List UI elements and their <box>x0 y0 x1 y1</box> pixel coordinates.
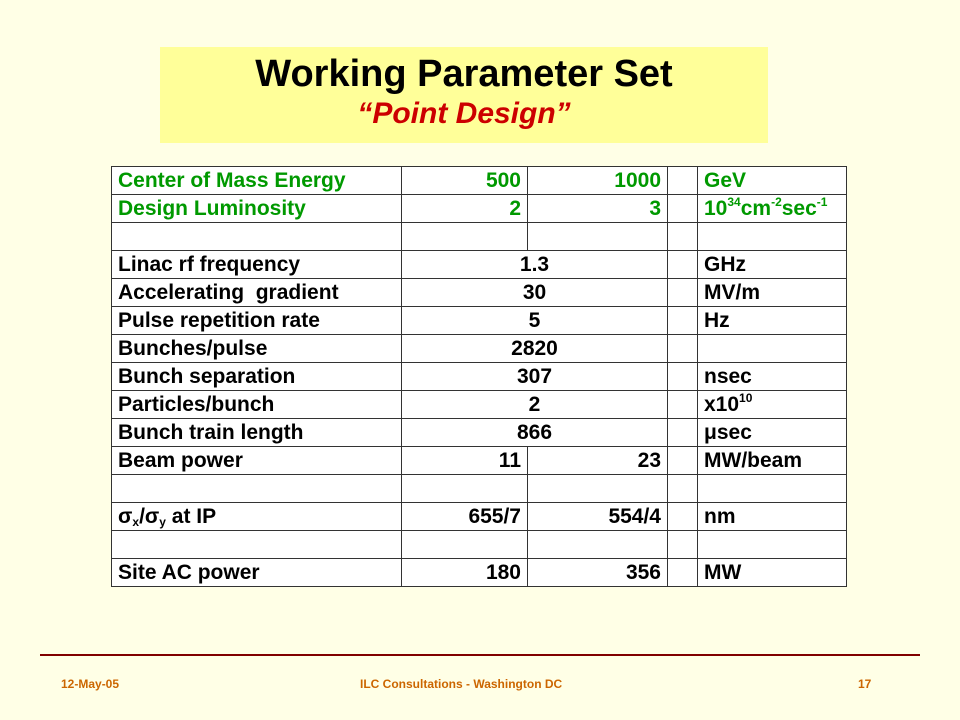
page-number: 17 <box>858 677 872 691</box>
value-common: 866 <box>402 419 668 447</box>
unit-cell <box>698 335 847 363</box>
unit-exponent: -1 <box>816 194 828 209</box>
value-common: 307 <box>402 363 668 391</box>
unit-cell: MW <box>698 559 847 587</box>
param-label: Particles/bunch <box>112 391 402 419</box>
table-row-blank <box>112 223 847 251</box>
empty-cell <box>402 475 528 503</box>
value-common: 1.3 <box>402 251 668 279</box>
unit-part: cm <box>740 196 772 220</box>
slide-title: Working Parameter Set <box>255 53 673 95</box>
value-1000: 554/4 <box>528 503 668 531</box>
footer-event: ILC Consultations - Washington DC <box>360 677 563 691</box>
unit-cell: GHz <box>698 251 847 279</box>
empty-cell <box>668 475 698 503</box>
unit-base: 10 <box>704 196 728 220</box>
param-label: Design Luminosity <box>112 195 402 223</box>
param-label: Accelerating gradient <box>112 279 402 307</box>
unit-cell <box>698 391 847 419</box>
spacer-cell <box>668 167 698 195</box>
spacer-cell <box>668 335 698 363</box>
param-label: Bunch separation <box>112 363 402 391</box>
unit-cell: μsec <box>698 419 847 447</box>
spacer-cell <box>668 307 698 335</box>
value-500: 500 <box>402 167 528 195</box>
unit-cell: Hz <box>698 307 847 335</box>
table-row <box>112 279 847 307</box>
empty-cell <box>698 475 847 503</box>
value-common: 30 <box>402 279 668 307</box>
table-row <box>112 559 847 587</box>
empty-cell <box>402 223 528 251</box>
unit-exponent: 10 <box>739 390 753 405</box>
value-500: 11 <box>402 447 528 475</box>
value-1000: 1000 <box>528 167 668 195</box>
value-500: 2 <box>402 195 528 223</box>
empty-cell <box>668 531 698 559</box>
footer-divider <box>40 654 920 656</box>
value-1000: 3 <box>528 195 668 223</box>
empty-cell <box>528 531 668 559</box>
spacer-cell <box>668 251 698 279</box>
footer-date: 12-May-05 <box>61 677 120 691</box>
table-row <box>112 503 847 531</box>
spacer-cell <box>668 419 698 447</box>
slash: / <box>139 504 145 528</box>
table-row <box>112 447 847 475</box>
unit-cell: GeV <box>698 167 847 195</box>
table-row <box>112 391 847 419</box>
unit-exponent: -2 <box>771 194 782 209</box>
param-label: Pulse repetition rate <box>112 307 402 335</box>
title-box <box>160 47 768 143</box>
table-row <box>112 251 847 279</box>
subscript: x <box>132 514 140 529</box>
table-row <box>112 167 847 195</box>
table-row <box>112 307 847 335</box>
param-label: Linac rf frequency <box>112 251 402 279</box>
table-row <box>112 419 847 447</box>
empty-cell <box>112 531 402 559</box>
value-1000: 23 <box>528 447 668 475</box>
param-label <box>112 503 402 531</box>
param-label: Bunch train length <box>112 419 402 447</box>
param-label: Center of Mass Energy <box>112 167 402 195</box>
unit-cell: MW/beam <box>698 447 847 475</box>
unit-cell: nm <box>698 503 847 531</box>
value-common: 5 <box>402 307 668 335</box>
parameter-table <box>111 166 847 587</box>
spacer-cell <box>668 559 698 587</box>
unit-cell: nsec <box>698 363 847 391</box>
slide-subtitle: “Point Design” <box>357 97 571 130</box>
value-1000: 356 <box>528 559 668 587</box>
empty-cell <box>112 223 402 251</box>
param-label: Bunches/pulse <box>112 335 402 363</box>
param-label: Site AC power <box>112 559 402 587</box>
empty-cell <box>528 223 668 251</box>
sigma-symbol: σ <box>144 504 160 528</box>
empty-cell <box>668 223 698 251</box>
unit-part: sec <box>781 196 817 220</box>
table-row <box>112 363 847 391</box>
value-500: 655/7 <box>402 503 528 531</box>
empty-cell <box>698 531 847 559</box>
spacer-cell <box>668 447 698 475</box>
spacer-cell <box>668 279 698 307</box>
spacer-cell <box>668 503 698 531</box>
unit-exponent: 34 <box>727 194 741 209</box>
unit-cell <box>698 195 847 223</box>
empty-cell <box>402 531 528 559</box>
unit-cell: MV/m <box>698 279 847 307</box>
value-common: 2820 <box>402 335 668 363</box>
spacer-cell <box>668 363 698 391</box>
empty-cell <box>698 223 847 251</box>
spacer-cell <box>668 391 698 419</box>
empty-cell <box>112 475 402 503</box>
unit-base: x10 <box>704 392 740 416</box>
table-row-blank <box>112 531 847 559</box>
label-rest: at IP <box>165 504 217 528</box>
spacer-cell <box>668 195 698 223</box>
subscript: y <box>159 514 166 529</box>
sigma-symbol: σ <box>118 504 133 528</box>
table-row <box>112 195 847 223</box>
param-label: Beam power <box>112 447 402 475</box>
value-common: 2 <box>402 391 668 419</box>
table-row <box>112 335 847 363</box>
value-500: 180 <box>402 559 528 587</box>
table-row-blank <box>112 475 847 503</box>
empty-cell <box>528 475 668 503</box>
